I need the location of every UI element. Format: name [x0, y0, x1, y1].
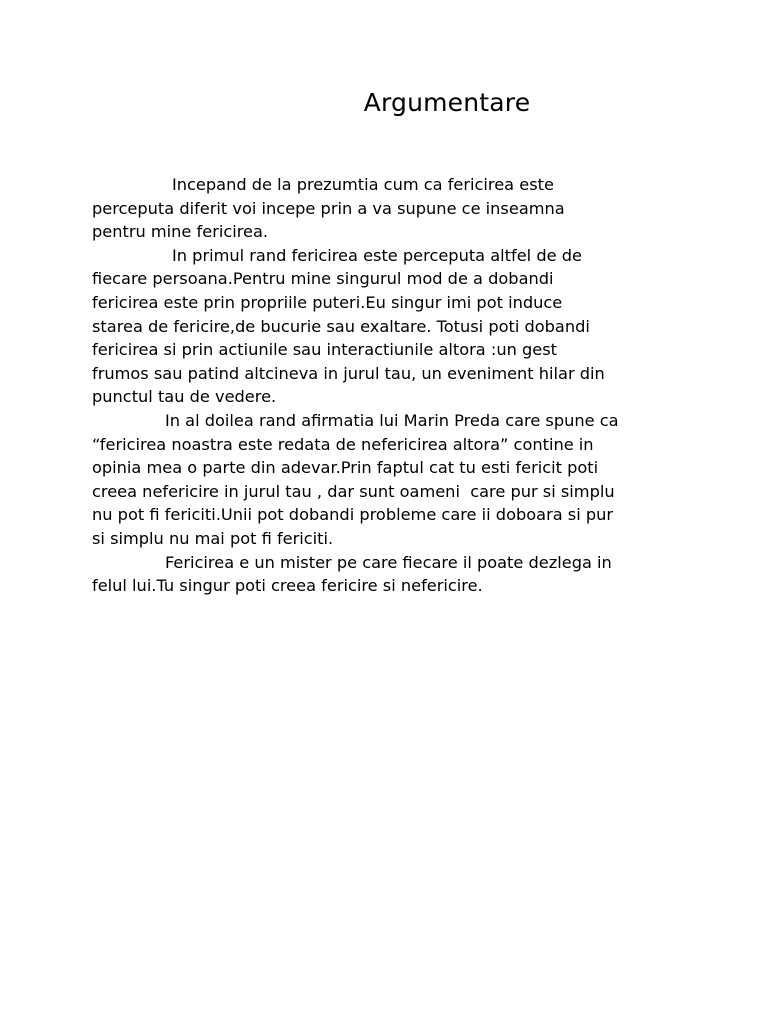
text-line: In al doilea rand afirmatia lui Marin Preda care spune ca	[165, 410, 619, 430]
text-line: perceputa diferit voi incepe prin a va supune ce inseamna	[92, 198, 565, 218]
text-line: si simplu nu mai pot fi fericiti.	[92, 528, 334, 548]
text-line: fiecare persoana.Pentru mine singurul mod de a dobandi	[92, 269, 554, 289]
text-line: opinia mea o parte din adevar.Prin faptul cat tu esti fericit poti	[92, 458, 599, 478]
text-line: punctul tau de vedere.	[92, 387, 277, 407]
text-line: fericirea si prin actiunile sau interactiunile altora :un gest	[92, 340, 558, 360]
text-line: “fericirea noastra este redata de nefericirea altora” contine in	[92, 434, 594, 454]
text-line: frumos sau patind altcineva in jurul tau, un eveniment hilar din	[92, 363, 605, 383]
text-line: nu pot fi fericiti.Unii pot dobandi probleme care ii doboara si pur	[92, 505, 614, 525]
document-title: Argumentare	[363, 88, 531, 117]
text-line: fericirea este prin propriile puteri.Eu singur imi pot induce	[92, 292, 563, 312]
text-line: creea nefericire in jurul tau , dar sunt oameni care pur si simplu	[92, 481, 615, 501]
text-line: felul lui.Tu singur poti creea fericire si nefericire.	[92, 576, 483, 596]
text-line: In primul rand fericirea este perceputa altfel de de	[172, 245, 582, 265]
text-line: pentru mine fericirea.	[92, 222, 269, 242]
text-line: Fericirea e un mister pe care fiecare il poate dezlega in	[165, 552, 612, 572]
text-line: Incepand de la prezumtia cum ca fericirea este	[172, 175, 554, 194]
document-body	[92, 173, 688, 598]
text-line: starea de fericire,de bucurie sau exaltare. Totusi poti dobandi	[92, 316, 590, 336]
